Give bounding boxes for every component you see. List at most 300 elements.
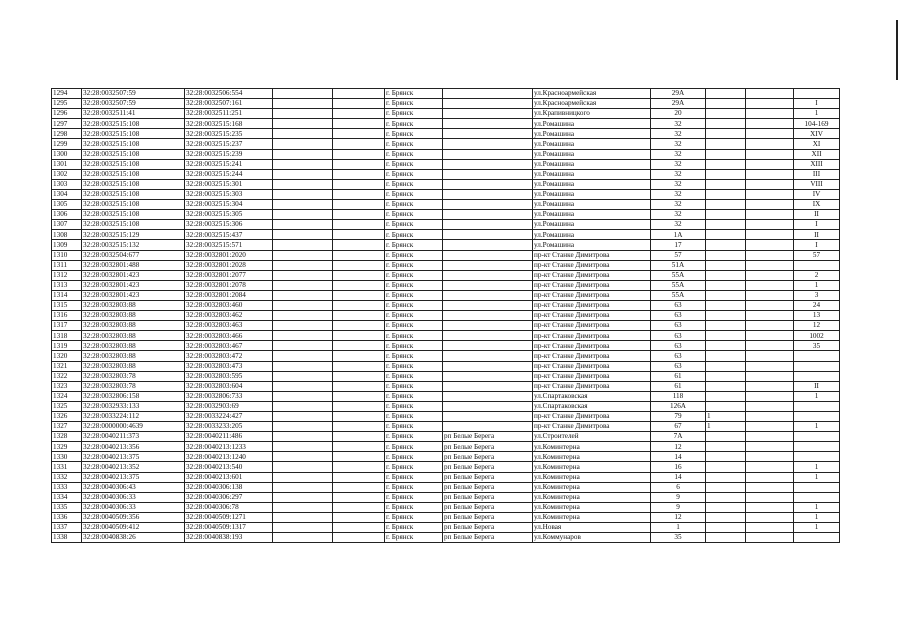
cell-flag-col (706, 99, 746, 109)
cell-house-number: 63 (651, 361, 706, 371)
cell-empty-col-c (746, 129, 794, 139)
cell-house-number: 67 (651, 422, 706, 432)
cell-empty-col-b (333, 290, 385, 300)
cell-row-number: 1303 (52, 179, 82, 189)
cell-street: ул.Коминтерна (533, 492, 651, 502)
cell-house-number: 32 (651, 159, 706, 169)
cell-flag-col (706, 462, 746, 472)
cell-empty-col-a (273, 179, 333, 189)
cell-settlement: рп Белые Берега (443, 502, 533, 512)
cell-empty-col-b (333, 200, 385, 210)
cell-object-cadastral-number: 32:28:0032515:305 (185, 210, 273, 220)
cell-street: пр-кт Станке Димитрова (533, 300, 651, 310)
table-row (52, 250, 840, 260)
cell-row-number: 1319 (52, 341, 82, 351)
cell-object-cadastral-number: 32:28:0040306:78 (185, 502, 273, 512)
cell-object-cadastral-number: 32:28:0032801:2077 (185, 270, 273, 280)
cell-house-number: 32 (651, 210, 706, 220)
scan-edge-mark (896, 20, 898, 80)
cell-row-number: 1334 (52, 492, 82, 502)
cell-premises-number (794, 533, 840, 543)
cell-empty-col-c (746, 311, 794, 321)
cell-parcel-cadastral-number: 32:28:0032515:129 (82, 230, 185, 240)
cell-premises-number: 1 (794, 462, 840, 472)
cell-parcel-cadastral-number: 32:28:0032803:88 (82, 311, 185, 321)
cell-premises-number: 24 (794, 300, 840, 310)
cell-row-number: 1333 (52, 482, 82, 492)
cell-row-number: 1327 (52, 422, 82, 432)
cell-parcel-cadastral-number: 32:28:0032803:78 (82, 381, 185, 391)
cell-flag-col (706, 452, 746, 462)
cell-parcel-cadastral-number: 32:28:0040306:43 (82, 482, 185, 492)
cell-settlement (443, 89, 533, 99)
cell-settlement (443, 300, 533, 310)
table-row (52, 210, 840, 220)
cell-house-number: 32 (651, 200, 706, 210)
cell-empty-col-b (333, 210, 385, 220)
cell-premises-number: XIII (794, 159, 840, 169)
cell-empty-col-a (273, 250, 333, 260)
cell-city: г. Брянск (385, 99, 443, 109)
cell-empty-col-b (333, 371, 385, 381)
cell-city: г. Брянск (385, 129, 443, 139)
cell-flag-col (706, 381, 746, 391)
cell-empty-col-b (333, 422, 385, 432)
cell-empty-col-c (746, 230, 794, 240)
cell-empty-col-c (746, 290, 794, 300)
cell-street: ул.Ромашина (533, 129, 651, 139)
cell-city: г. Брянск (385, 452, 443, 462)
cell-empty-col-a (273, 432, 333, 442)
cell-street: ул.Коминтерна (533, 482, 651, 492)
cell-parcel-cadastral-number: 32:28:0032507:59 (82, 99, 185, 109)
cell-empty-col-b (333, 280, 385, 290)
cell-settlement: рп Белые Берега (443, 533, 533, 543)
cell-house-number: 29А (651, 99, 706, 109)
cell-city: г. Брянск (385, 523, 443, 533)
cell-house-number: 20 (651, 109, 706, 119)
cell-city: г. Брянск (385, 250, 443, 260)
cell-object-cadastral-number: 32:28:0032803:466 (185, 331, 273, 341)
cell-settlement (443, 179, 533, 189)
cell-row-number: 1312 (52, 270, 82, 280)
cell-empty-col-b (333, 240, 385, 250)
table-row (52, 452, 840, 462)
cell-city: г. Брянск (385, 401, 443, 411)
cell-object-cadastral-number: 32:28:0032515:244 (185, 169, 273, 179)
cell-premises-number: II (794, 381, 840, 391)
cell-empty-col-b (333, 89, 385, 99)
cell-empty-col-b (333, 432, 385, 442)
cell-premises-number (794, 361, 840, 371)
cell-premises-number (794, 371, 840, 381)
cell-row-number: 1310 (52, 250, 82, 260)
cell-object-cadastral-number: 32:28:0032803:460 (185, 300, 273, 310)
cell-row-number: 1308 (52, 230, 82, 240)
cell-house-number: 16 (651, 462, 706, 472)
cell-empty-col-a (273, 311, 333, 321)
cell-street: пр-кт Станке Димитрова (533, 311, 651, 321)
cell-row-number: 1328 (52, 432, 82, 442)
cell-house-number: 32 (651, 169, 706, 179)
cell-house-number: 1А (651, 230, 706, 240)
cell-empty-col-b (333, 311, 385, 321)
cell-object-cadastral-number: 32:28:0032801:2020 (185, 250, 273, 260)
cell-parcel-cadastral-number: 32:28:0040213:375 (82, 472, 185, 482)
cell-empty-col-a (273, 109, 333, 119)
cell-settlement (443, 391, 533, 401)
table-row (52, 321, 840, 331)
cell-premises-number (794, 401, 840, 411)
cell-empty-col-a (273, 129, 333, 139)
cell-empty-col-a (273, 502, 333, 512)
cell-house-number: 12 (651, 442, 706, 452)
cell-street: ул.Красноармейская (533, 99, 651, 109)
table-row (52, 432, 840, 442)
table-row (52, 149, 840, 159)
cell-city: г. Брянск (385, 139, 443, 149)
cell-flag-col (706, 159, 746, 169)
cell-row-number: 1337 (52, 523, 82, 533)
cell-row-number: 1299 (52, 139, 82, 149)
cell-settlement: рп Белые Берега (443, 492, 533, 502)
cell-empty-col-a (273, 341, 333, 351)
cell-parcel-cadastral-number: 32:28:0040306:33 (82, 502, 185, 512)
cell-empty-col-a (273, 452, 333, 462)
cell-city: г. Брянск (385, 230, 443, 240)
cell-parcel-cadastral-number: 32:28:0032801:423 (82, 290, 185, 300)
cell-object-cadastral-number: 32:28:0032515:239 (185, 149, 273, 159)
cell-house-number: 61 (651, 371, 706, 381)
cell-settlement: рп Белые Берега (443, 452, 533, 462)
cell-house-number: 63 (651, 331, 706, 341)
cell-empty-col-a (273, 240, 333, 250)
cell-parcel-cadastral-number: 32:28:0032801:423 (82, 270, 185, 280)
cell-premises-number: 2 (794, 270, 840, 280)
cell-street: ул.Ромашина (533, 189, 651, 199)
cell-premises-number (794, 452, 840, 462)
cell-street: пр-кт Станке Димитрова (533, 371, 651, 381)
cell-object-cadastral-number: 32:28:0032511:251 (185, 109, 273, 119)
cell-object-cadastral-number: 32:28:0032515:168 (185, 119, 273, 129)
cell-empty-col-b (333, 230, 385, 240)
cell-street: ул.Ромашина (533, 220, 651, 230)
cell-parcel-cadastral-number: 32:28:0032801:423 (82, 280, 185, 290)
cell-empty-col-c (746, 149, 794, 159)
cell-flag-col (706, 442, 746, 452)
cell-row-number: 1325 (52, 401, 82, 411)
cell-object-cadastral-number: 32:28:0032515:301 (185, 179, 273, 189)
cell-settlement (443, 290, 533, 300)
cell-empty-col-c (746, 381, 794, 391)
cell-empty-col-b (333, 139, 385, 149)
cell-flag-col (706, 321, 746, 331)
cell-flag-col (706, 189, 746, 199)
cell-empty-col-b (333, 119, 385, 129)
cell-object-cadastral-number: 32:28:0032507:161 (185, 99, 273, 109)
cell-flag-col (706, 169, 746, 179)
table-row (52, 300, 840, 310)
cell-empty-col-a (273, 401, 333, 411)
cell-city: г. Брянск (385, 270, 443, 280)
cell-empty-col-c (746, 472, 794, 482)
table-row (52, 311, 840, 321)
cell-empty-col-a (273, 523, 333, 533)
cell-flag-col (706, 220, 746, 230)
cell-parcel-cadastral-number: 32:28:0032515:108 (82, 210, 185, 220)
cell-row-number: 1309 (52, 240, 82, 250)
cell-parcel-cadastral-number: 32:28:0032515:108 (82, 139, 185, 149)
cell-row-number: 1324 (52, 391, 82, 401)
cell-premises-number (794, 442, 840, 452)
cell-flag-col (706, 230, 746, 240)
cell-empty-col-c (746, 361, 794, 371)
table-row (52, 401, 840, 411)
cell-object-cadastral-number: 32:28:0040838:193 (185, 533, 273, 543)
cell-empty-col-a (273, 361, 333, 371)
cell-street: пр-кт Станке Димитрова (533, 321, 651, 331)
cell-row-number: 1326 (52, 412, 82, 422)
cell-empty-col-b (333, 401, 385, 411)
cell-settlement (443, 240, 533, 250)
cell-city: г. Брянск (385, 290, 443, 300)
cell-premises-number: 1 (794, 422, 840, 432)
cell-empty-col-a (273, 169, 333, 179)
cell-street: ул.Коммунаров (533, 533, 651, 543)
cell-empty-col-c (746, 210, 794, 220)
cell-street: ул.Ромашина (533, 230, 651, 240)
cell-empty-col-c (746, 533, 794, 543)
cell-flag-col: 1 (706, 412, 746, 422)
cell-empty-col-a (273, 159, 333, 169)
cell-flag-col (706, 533, 746, 543)
cell-parcel-cadastral-number: 32:28:0032803:88 (82, 331, 185, 341)
cell-premises-number (794, 492, 840, 502)
cell-street: ул.Коминтерна (533, 502, 651, 512)
cell-empty-col-a (273, 149, 333, 159)
registry-table (51, 88, 840, 543)
table-row (52, 341, 840, 351)
cell-premises-number (794, 89, 840, 99)
cell-city: г. Брянск (385, 533, 443, 543)
table-row (52, 280, 840, 290)
cell-row-number: 1311 (52, 260, 82, 270)
cell-settlement (443, 169, 533, 179)
cell-flag-col (706, 240, 746, 250)
cell-city: г. Брянск (385, 119, 443, 129)
cell-empty-col-b (333, 502, 385, 512)
cell-house-number: 9 (651, 492, 706, 502)
cell-settlement (443, 280, 533, 290)
cell-empty-col-a (273, 462, 333, 472)
cell-parcel-cadastral-number: 32:28:0032515:132 (82, 240, 185, 250)
cell-settlement: рп Белые Берега (443, 432, 533, 442)
cell-object-cadastral-number: 32:28:0032803:473 (185, 361, 273, 371)
cell-parcel-cadastral-number: 32:28:0032511:41 (82, 109, 185, 119)
cell-house-number: 63 (651, 321, 706, 331)
cell-street: ул.Новая (533, 523, 651, 533)
cell-empty-col-a (273, 381, 333, 391)
cell-empty-col-a (273, 280, 333, 290)
cell-parcel-cadastral-number: 32:28:0032504:677 (82, 250, 185, 260)
table-row (52, 381, 840, 391)
cell-city: г. Брянск (385, 169, 443, 179)
registry-table-body (52, 89, 840, 543)
table-row (52, 290, 840, 300)
cell-street: ул.Ромашина (533, 169, 651, 179)
cell-settlement (443, 210, 533, 220)
cell-empty-col-c (746, 139, 794, 149)
cell-empty-col-c (746, 391, 794, 401)
cell-premises-number: 57 (794, 250, 840, 260)
table-row (52, 512, 840, 522)
cell-premises-number: XI (794, 139, 840, 149)
table-row (52, 159, 840, 169)
cell-settlement (443, 149, 533, 159)
cell-city: г. Брянск (385, 432, 443, 442)
cell-street: ул.Красноармейская (533, 89, 651, 99)
cell-object-cadastral-number: 32:28:0032506:554 (185, 89, 273, 99)
cell-empty-col-c (746, 462, 794, 472)
cell-premises-number: XIV (794, 129, 840, 139)
cell-parcel-cadastral-number: 32:28:0040509:356 (82, 512, 185, 522)
cell-settlement (443, 341, 533, 351)
cell-settlement (443, 321, 533, 331)
cell-parcel-cadastral-number: 32:28:0040213:352 (82, 462, 185, 472)
cell-object-cadastral-number: 32:28:0040213:540 (185, 462, 273, 472)
cell-premises-number: II (794, 210, 840, 220)
table-row (52, 260, 840, 270)
cell-city: г. Брянск (385, 159, 443, 169)
cell-settlement (443, 371, 533, 381)
cell-empty-col-b (333, 220, 385, 230)
cell-premises-number: 1002 (794, 331, 840, 341)
cell-street: пр-кт Станке Димитрова (533, 260, 651, 270)
cell-street: ул.Спартаковская (533, 401, 651, 411)
cell-empty-col-c (746, 432, 794, 442)
cell-settlement (443, 109, 533, 119)
cell-city: г. Брянск (385, 200, 443, 210)
cell-empty-col-c (746, 401, 794, 411)
cell-flag-col (706, 200, 746, 210)
cell-settlement (443, 361, 533, 371)
cell-street: ул.Коминтерна (533, 512, 651, 522)
cell-city: г. Брянск (385, 472, 443, 482)
cell-street: ул.Ромашина (533, 139, 651, 149)
cell-street: пр-кт Станке Димитрова (533, 331, 651, 341)
table-row (52, 361, 840, 371)
cell-premises-number: 12 (794, 321, 840, 331)
cell-row-number: 1307 (52, 220, 82, 230)
cell-empty-col-a (273, 442, 333, 452)
cell-empty-col-a (273, 290, 333, 300)
cell-parcel-cadastral-number: 32:28:0040509:412 (82, 523, 185, 533)
cell-object-cadastral-number: 32:28:0040509:1317 (185, 523, 273, 533)
cell-empty-col-b (333, 250, 385, 260)
cell-row-number: 1332 (52, 472, 82, 482)
cell-premises-number: II (794, 230, 840, 240)
cell-settlement (443, 200, 533, 210)
cell-premises-number: IX (794, 200, 840, 210)
cell-house-number: 55А (651, 290, 706, 300)
cell-empty-col-a (273, 200, 333, 210)
table-row (52, 139, 840, 149)
cell-house-number: 7А (651, 432, 706, 442)
cell-flag-col (706, 300, 746, 310)
cell-flag-col (706, 311, 746, 321)
cell-flag-col (706, 523, 746, 533)
cell-city: г. Брянск (385, 422, 443, 432)
cell-street: ул.Ромашина (533, 159, 651, 169)
cell-row-number: 1329 (52, 442, 82, 452)
table-row (52, 99, 840, 109)
cell-house-number: 51А (651, 260, 706, 270)
cell-empty-col-a (273, 99, 333, 109)
cell-settlement (443, 189, 533, 199)
cell-flag-col (706, 109, 746, 119)
cell-parcel-cadastral-number: 32:28:0032515:108 (82, 220, 185, 230)
cell-object-cadastral-number: 32:28:0032801:2084 (185, 290, 273, 300)
cell-street: ул.Ромашина (533, 240, 651, 250)
cell-house-number: 1 (651, 523, 706, 533)
cell-city: г. Брянск (385, 149, 443, 159)
cell-row-number: 1304 (52, 189, 82, 199)
cell-settlement (443, 159, 533, 169)
cell-object-cadastral-number: 32:28:0032803:595 (185, 371, 273, 381)
cell-city: г. Брянск (385, 210, 443, 220)
cell-settlement (443, 311, 533, 321)
cell-city: г. Брянск (385, 381, 443, 391)
cell-street: пр-кт Станке Димитрова (533, 351, 651, 361)
cell-empty-col-a (273, 139, 333, 149)
cell-house-number: 61 (651, 381, 706, 391)
table-row (52, 240, 840, 250)
cell-street: ул.Строителей (533, 432, 651, 442)
cell-parcel-cadastral-number: 32:28:0032933:133 (82, 401, 185, 411)
cell-city: г. Брянск (385, 189, 443, 199)
table-row (52, 502, 840, 512)
cell-city: г. Брянск (385, 260, 443, 270)
table-row (52, 492, 840, 502)
cell-object-cadastral-number: 32:28:0040213:1233 (185, 442, 273, 452)
table-row (52, 523, 840, 533)
cell-empty-col-c (746, 321, 794, 331)
cell-settlement (443, 412, 533, 422)
cell-house-number: 57 (651, 250, 706, 260)
cell-empty-col-b (333, 169, 385, 179)
cell-city: г. Брянск (385, 361, 443, 371)
cell-city: г. Брянск (385, 412, 443, 422)
cell-flag-col (706, 371, 746, 381)
cell-city: г. Брянск (385, 341, 443, 351)
table-row (52, 270, 840, 280)
cell-object-cadastral-number: 32:28:0040213:601 (185, 472, 273, 482)
cell-premises-number: VIII (794, 179, 840, 189)
cell-empty-col-c (746, 220, 794, 230)
table-row (52, 119, 840, 129)
cell-object-cadastral-number: 32:28:0032803:463 (185, 321, 273, 331)
cell-object-cadastral-number: 32:28:0032515:235 (185, 129, 273, 139)
cell-house-number: 6 (651, 482, 706, 492)
table-row (52, 391, 840, 401)
cell-premises-number: 1 (794, 280, 840, 290)
cell-empty-col-b (333, 300, 385, 310)
cell-street: пр-кт Станке Димитрова (533, 381, 651, 391)
cell-parcel-cadastral-number: 32:28:0032806:158 (82, 391, 185, 401)
cell-parcel-cadastral-number: 32:28:0032803:88 (82, 321, 185, 331)
cell-empty-col-b (333, 189, 385, 199)
cell-empty-col-c (746, 300, 794, 310)
